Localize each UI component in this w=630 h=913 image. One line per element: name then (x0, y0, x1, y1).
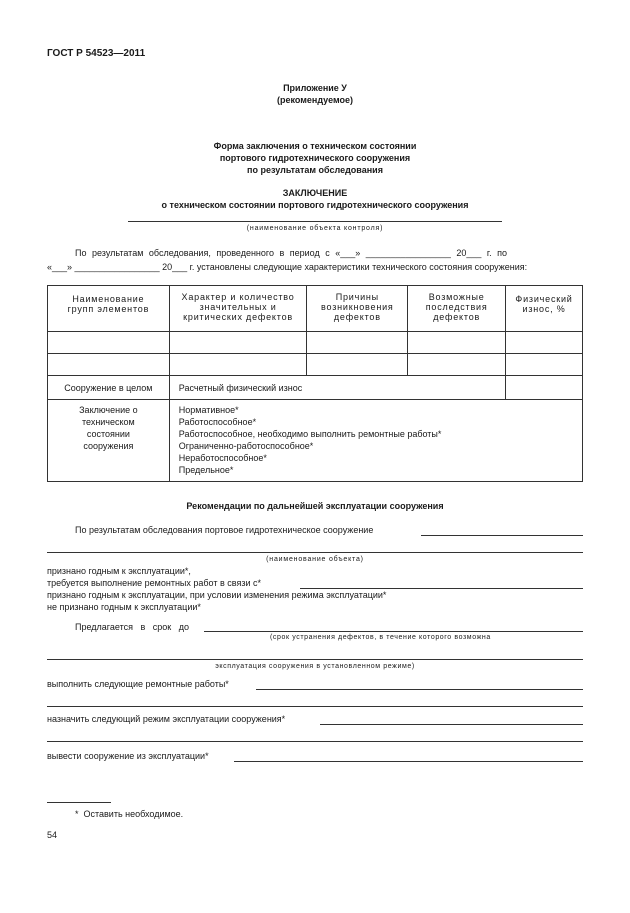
option-repair-required[interactable]: требуется выполнение ремонтных работ в связи с* (47, 578, 261, 588)
standard-number: ГОСТ Р 54523—2011 (47, 48, 146, 59)
state-option[interactable]: Предельное* (178, 465, 234, 475)
withdraw-line[interactable] (234, 761, 583, 762)
conclusion-row (48, 400, 583, 482)
header-physical-wear: Физический износ, % (506, 286, 583, 332)
conclusion-label: Заключение о техническом состоянии сооружения (48, 400, 170, 482)
table-cell[interactable] (307, 332, 408, 354)
condition-table (47, 285, 583, 482)
option-fit[interactable]: признано годным к эксплуатации*, (47, 566, 191, 576)
table-row (48, 354, 583, 376)
structure-wear-cell[interactable] (506, 376, 583, 400)
structure-label: Сооружение в целом (48, 376, 170, 400)
withdraw-label: вывести сооружение из эксплуатации* (47, 751, 209, 761)
header-causes: Причины возникновения дефектов (307, 286, 408, 332)
page-number: 54 (47, 830, 58, 840)
condition-states (169, 400, 582, 482)
option-unfit[interactable]: не признано годным к эксплуатации* (47, 602, 201, 612)
table-cell[interactable] (408, 354, 506, 376)
object-caption: (наименование объекта) (266, 556, 364, 563)
table-row (48, 332, 583, 354)
appendix-subtitle: (рекомендуемое) (277, 95, 353, 105)
table-cell[interactable] (408, 332, 506, 354)
recommendations-title: Рекомендации по дальнейшей эксплуатации сооружения (186, 501, 444, 511)
structure-name-line[interactable] (421, 535, 583, 536)
structure-row (48, 376, 583, 400)
object-name-caption: (наименование объекта контроля) (246, 225, 384, 232)
table-cell[interactable] (506, 354, 583, 376)
repair-works-line[interactable] (256, 689, 583, 690)
form-title-line1: Форма заключения о техническом состоянии (213, 141, 417, 151)
term-label: Предлагается в срок до (75, 622, 189, 632)
repair-works-line-2[interactable] (47, 706, 583, 707)
recommendations-intro: По результатам обследования портовое гидротехническое сооружение (75, 525, 374, 535)
table-header-row (48, 286, 583, 332)
appendix-title: Приложение У (283, 83, 347, 93)
intro-line2: «___» _________________ 20___ г. установлены следующие характеристики технического состояния сооружения: (47, 262, 528, 272)
term-caption-1: (срок устранения дефектов, в течение которого возможна (270, 634, 491, 641)
term-line[interactable] (204, 631, 583, 632)
table-cell[interactable] (48, 332, 170, 354)
state-option[interactable]: Работоспособное* (178, 417, 257, 427)
option-fit-with-mode-change[interactable]: признано годным к эксплуатации, при условии изменения режима эксплуатации* (47, 590, 387, 600)
term-line-2[interactable] (47, 659, 583, 660)
form-title-line2: портового гидротехнического сооружения (219, 153, 411, 163)
footnote-separator (47, 802, 111, 803)
repair-works-label: выполнить следующие ремонтные работы* (47, 679, 229, 689)
intro-line1: По результатам обследования, проведенного в период с «___» _________________ 20___ г. по (75, 248, 507, 258)
table-cell[interactable] (506, 332, 583, 354)
operation-mode-line-2[interactable] (47, 741, 583, 742)
term-caption-2: эксплуатация сооружения в установленном режиме) (215, 663, 415, 670)
footnote: * Оставить необходимое. (75, 809, 184, 819)
header-consequences: Возможные последствия дефектов (408, 286, 506, 332)
header-defects: Характер и количество значительных и критических дефектов (169, 286, 307, 332)
table-cell[interactable] (307, 354, 408, 376)
form-title-line3: по результатам обследования (247, 165, 383, 175)
state-option[interactable]: Нормативное* (178, 405, 239, 415)
structure-value: Расчетный физический износ (169, 376, 505, 400)
header-element-groups: Наименование групп элементов (48, 286, 170, 332)
state-option[interactable]: Работоспособное, необходимо выполнить ремонтные работы* (178, 429, 442, 439)
table-cell[interactable] (169, 332, 307, 354)
operation-mode-line[interactable] (320, 724, 583, 725)
object-name-line[interactable] (128, 221, 502, 222)
state-option[interactable]: Неработоспособное* (178, 453, 267, 463)
conclusion-subtitle: о техническом состоянии портового гидротехнического сооружения (161, 200, 469, 210)
repair-reason-line[interactable] (300, 588, 583, 589)
table-cell[interactable] (48, 354, 170, 376)
table-cell[interactable] (169, 354, 307, 376)
conclusion-title: ЗАКЛЮЧЕНИЕ (282, 188, 348, 198)
state-option[interactable]: Ограниченно-работоспособное* (178, 441, 314, 451)
operation-mode-label: назначить следующий режим эксплуатации сооружения* (47, 714, 286, 724)
structure-name-line-2[interactable] (47, 552, 583, 553)
